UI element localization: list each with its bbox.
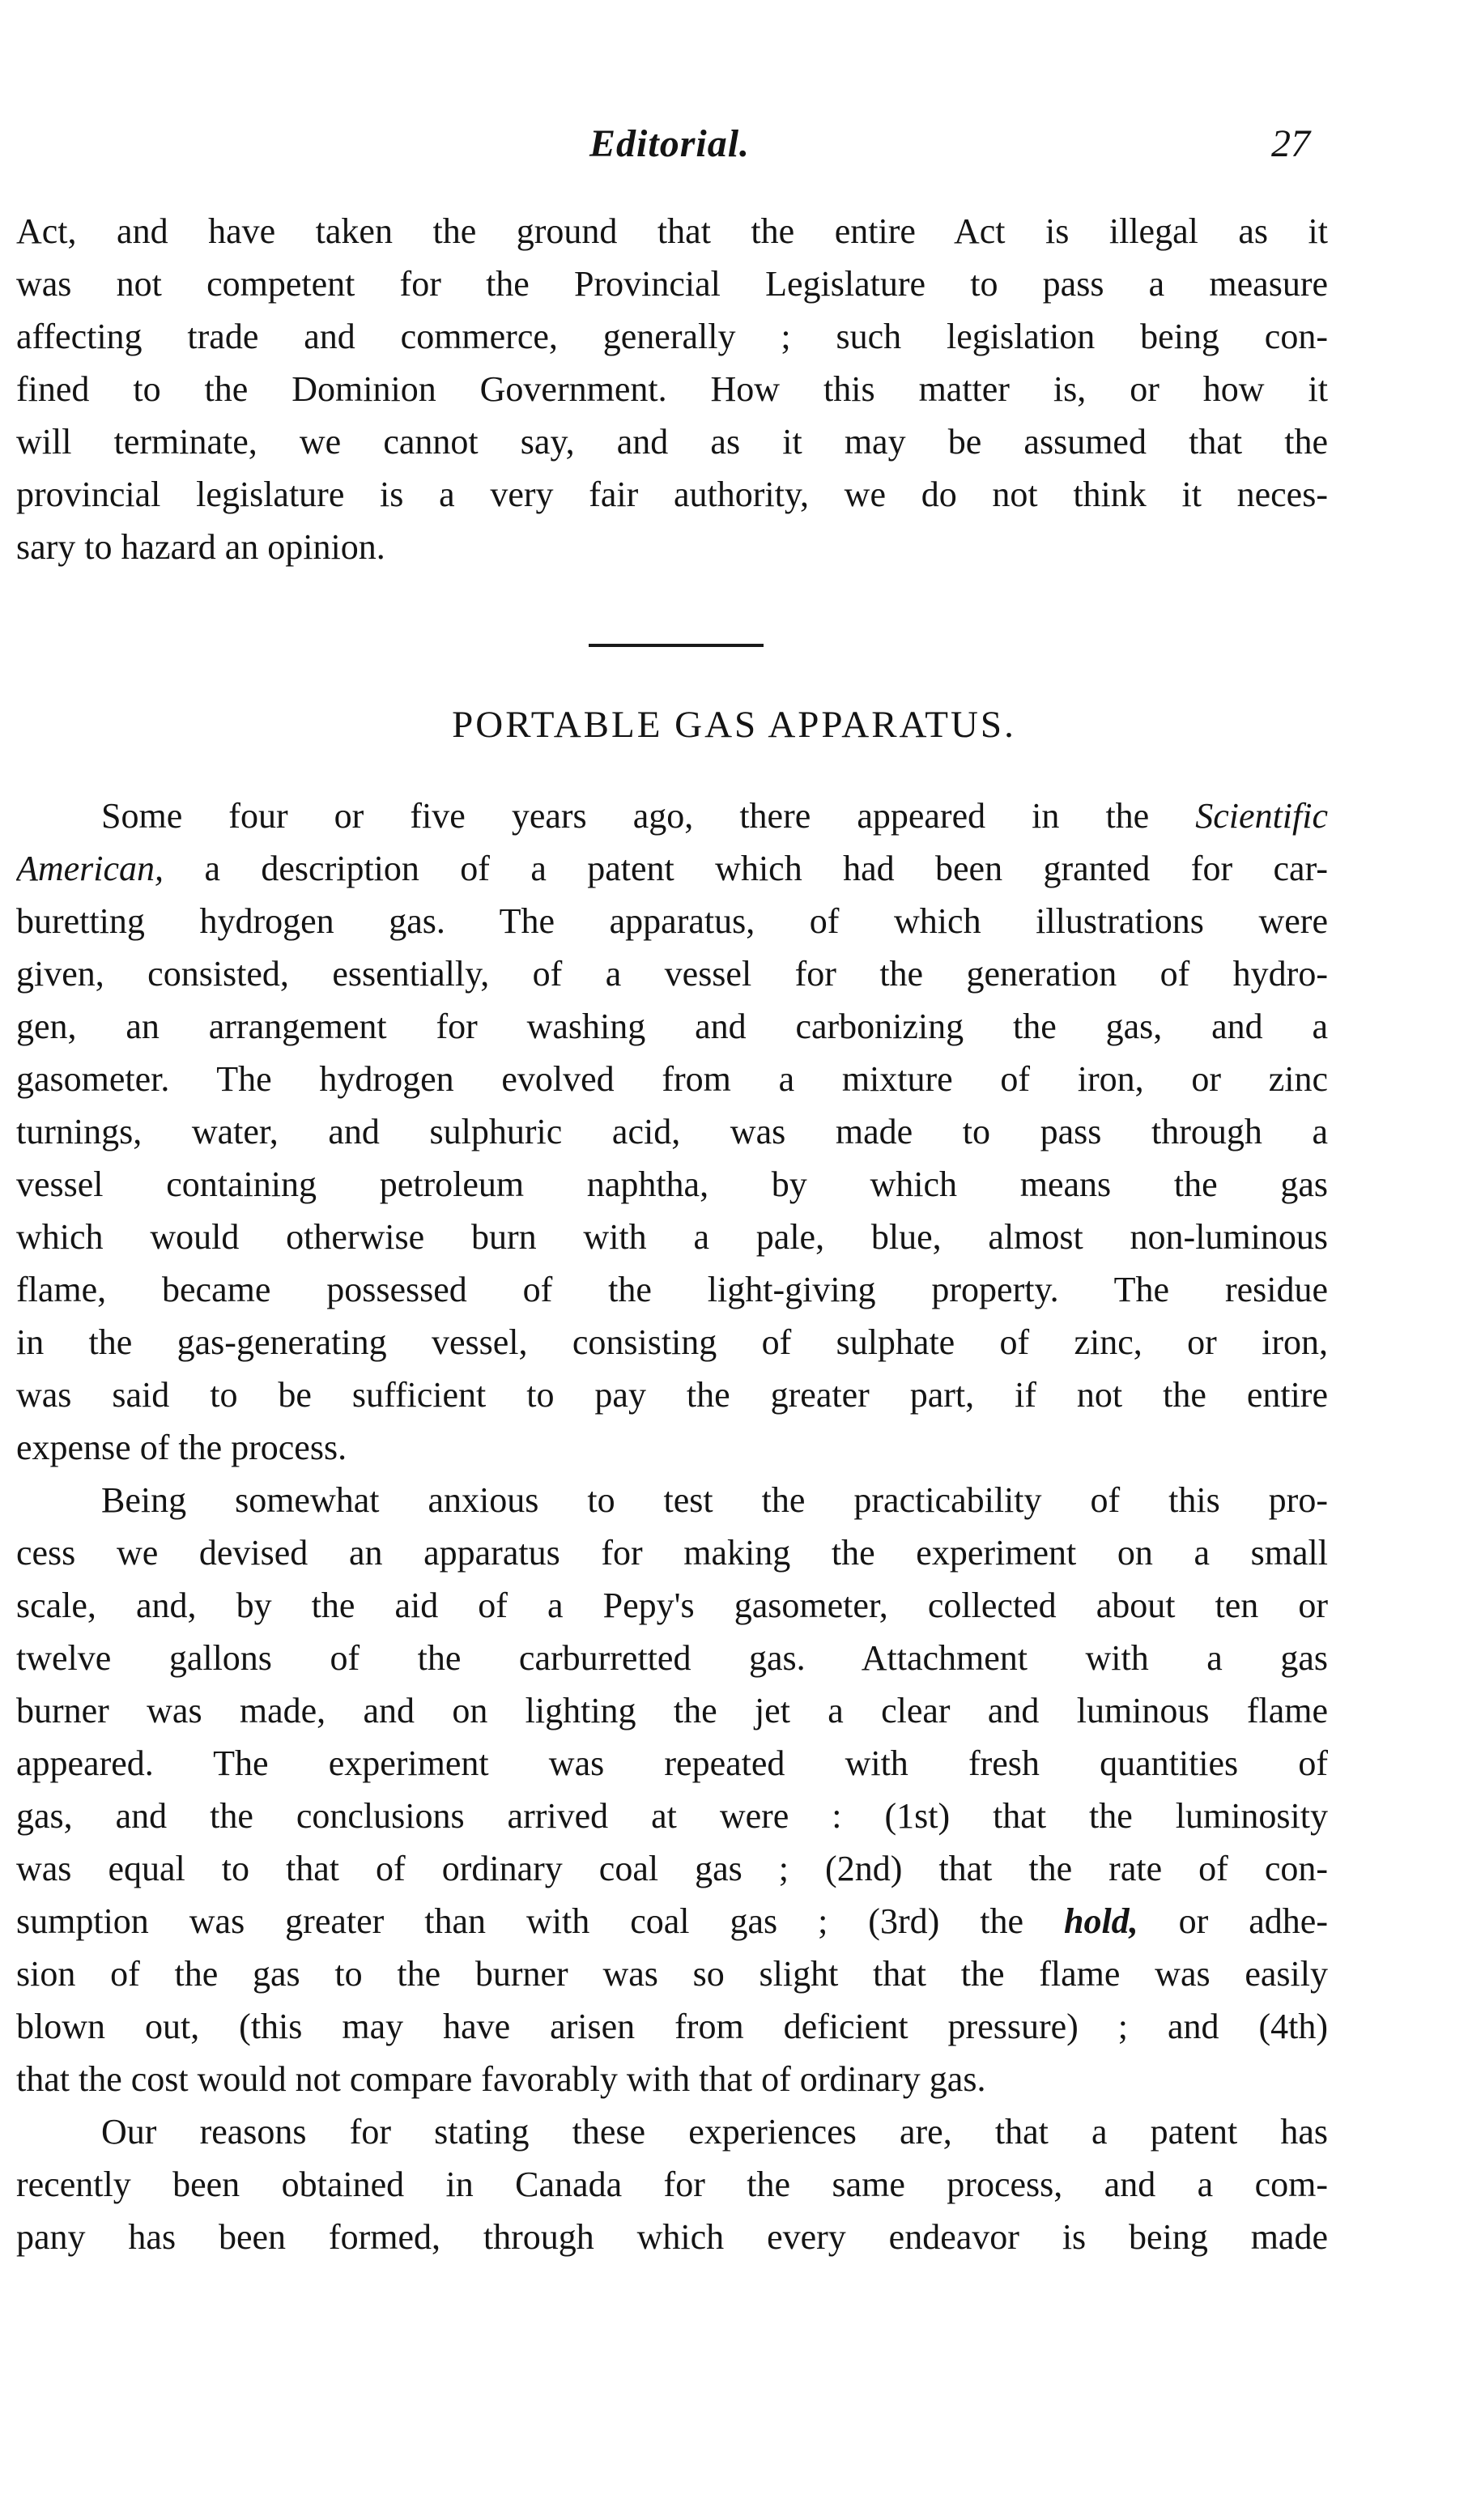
page-number: 27 xyxy=(1271,122,1310,165)
text-line xyxy=(16,790,1328,842)
text-run: sumption was greater than with coal gas ; (3rd) the xyxy=(16,1901,1064,1941)
text-run: a description of a patent which had been granted for car- xyxy=(164,849,1328,888)
emphasis-hold: hold, xyxy=(1063,1901,1138,1941)
paragraph-2 xyxy=(16,1474,1328,2105)
running-title: Editorial. xyxy=(589,122,751,165)
text-line: was equal to that of ordinary coal gas ; (2nd) that the rate of con- xyxy=(16,1849,1328,1888)
text-run: Some four or five years ago, there appeared in the xyxy=(101,796,1196,836)
text-line: fined to the Dominion Government. How this matter is, or how it xyxy=(16,369,1328,409)
text-line xyxy=(16,1895,1328,1947)
text-line: Our reasons for stating these experiences are, that a patent has xyxy=(101,2112,1328,2152)
text-line: Being somewhat anxious to test the practicability of this pro- xyxy=(101,1480,1328,1520)
text-line: sary to hazard an opinion. xyxy=(16,527,385,567)
text-line: twelve gallons of the carburretted gas. Attachment with a gas xyxy=(16,1638,1328,1678)
text-line: affecting trade and commerce, generally ; such legislation being con- xyxy=(16,317,1328,356)
text-line: flame, became possessed of the light-giving property. The residue xyxy=(16,1270,1328,1309)
text-line: will terminate, we cannot say, and as it may be assumed that the xyxy=(16,422,1328,462)
text-line: scale, and, by the aid of a Pepy's gasometer, collected about ten or xyxy=(16,1586,1328,1625)
text-line: provincial legislature is a very fair authority, we do not think it neces- xyxy=(16,475,1328,514)
text-line: gen, an arrangement for washing and carbonizing the gas, and a xyxy=(16,1007,1328,1046)
article-body xyxy=(16,790,1328,2263)
text-line: was not competent for the Provincial Legislature to pass a measure xyxy=(16,264,1328,304)
text-line: given, consisted, essentially, of a vessel for the generation of hydro- xyxy=(16,954,1328,994)
text-line: turnings, water, and sulphuric acid, was made to pass through a xyxy=(16,1112,1328,1151)
publication-title-part: American, xyxy=(16,849,164,888)
text-line: appeared. The experiment was repeated with fresh quantities of xyxy=(16,1743,1328,1783)
text-line: sion of the gas to the burner was so slight that the flame was easily xyxy=(16,1954,1328,1994)
text-line: vessel containing petroleum naphtha, by which means the gas xyxy=(16,1164,1328,1204)
text-line: pany has been formed, through which every endeavor is being made xyxy=(16,2217,1328,2257)
text-line: burner was made, and on lighting the jet a clear and luminous flame xyxy=(16,1691,1328,1730)
text-line: was said to be sufficient to pay the greater part, if not the entire xyxy=(16,1375,1328,1415)
section-divider xyxy=(589,644,764,647)
text-line: that the cost would not compare favorably with that of ordinary gas. xyxy=(16,2059,986,2099)
text-line: in the gas-generating vessel, consisting of sulphate of zinc, or iron, xyxy=(16,1322,1328,1362)
text-line: gasometer. The hydrogen evolved from a mixture of iron, or zinc xyxy=(16,1059,1328,1099)
page-header xyxy=(0,121,1468,178)
paragraph-1 xyxy=(16,790,1328,1474)
paragraph-3 xyxy=(16,2105,1328,2263)
text-line: which would otherwise burn with a pale, blue, almost non-luminous xyxy=(16,1217,1328,1257)
text-run: or adhe- xyxy=(1138,1901,1328,1941)
section-heading: PORTABLE GAS APPARATUS. xyxy=(452,704,1016,746)
text-line xyxy=(16,842,1328,895)
publication-title-part: Scientific xyxy=(1195,796,1328,836)
text-line: expense of the process. xyxy=(16,1428,347,1467)
text-line: recently been obtained in Canada for the same process, and a com- xyxy=(16,2165,1328,2204)
text-line: blown out, (this may have arisen from deficient pressure) ; and (4th) xyxy=(16,2007,1328,2046)
text-line: cess we devised an apparatus for making the experiment on a small xyxy=(16,1533,1328,1573)
text-line: buretting hydrogen gas. The apparatus, of which illustrations were xyxy=(16,901,1328,941)
intro-paragraph xyxy=(16,205,1328,573)
text-line: Act, and have taken the ground that the entire Act is illegal as it xyxy=(16,211,1328,251)
text-line: gas, and the conclusions arrived at were : (1st) that the luminosity xyxy=(16,1796,1328,1836)
